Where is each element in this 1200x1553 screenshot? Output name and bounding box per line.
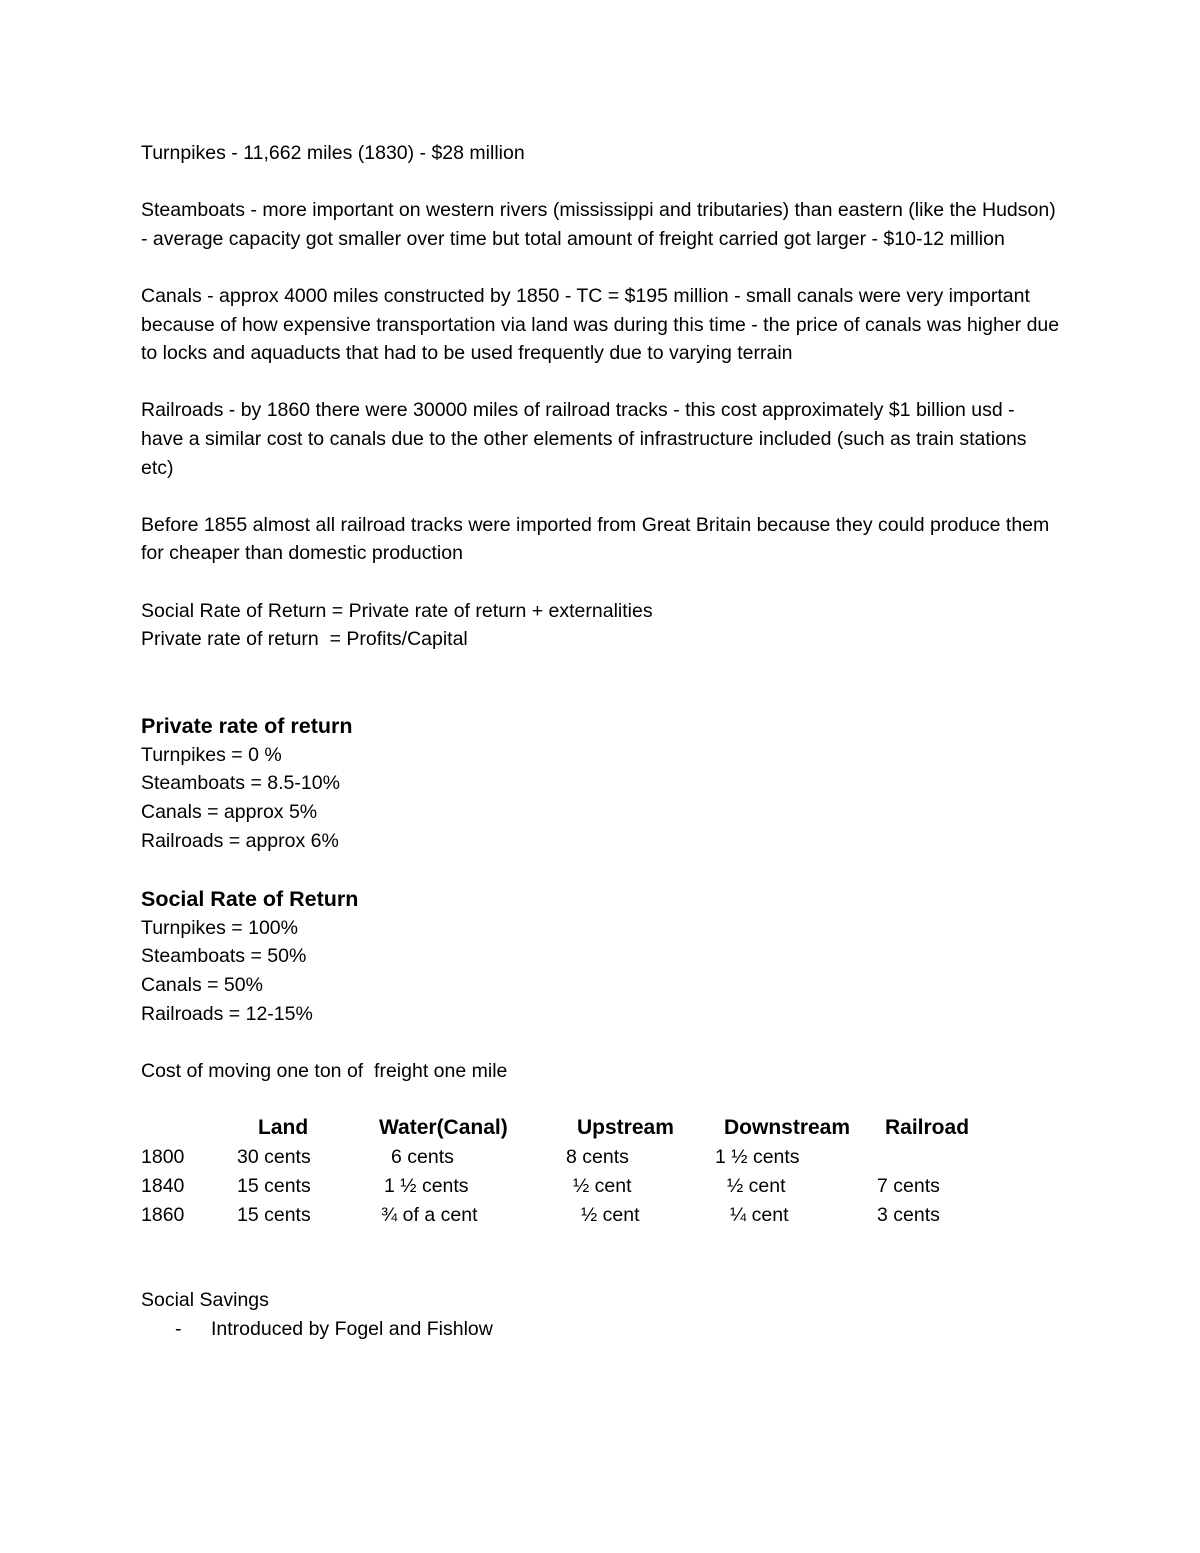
- table-cell: 1 ½ cents: [715, 1146, 800, 1168]
- table-cell: 15 cents: [237, 1175, 311, 1197]
- private-rate-heading: Private rate of return: [141, 713, 353, 738]
- social-rate-item: Railroads = 12-15%: [141, 1002, 313, 1025]
- column-header-upstream: Upstream: [577, 1116, 674, 1139]
- private-rate-definition: Private rate of return = Profits/Capital: [141, 628, 468, 651]
- table-cell: ½ cent: [573, 1175, 632, 1197]
- bullet-dash: -: [175, 1317, 182, 1340]
- table-cell: ½ cent: [581, 1204, 640, 1226]
- row-year: 1860: [141, 1204, 185, 1226]
- private-rate-item: Steamboats = 8.5-10%: [141, 772, 340, 795]
- row-year: 1840: [141, 1175, 185, 1197]
- table-cell: 30 cents: [237, 1146, 311, 1168]
- social-rate-item: Turnpikes = 100%: [141, 916, 298, 939]
- before-1855-paragraph: Before 1855 almost all railroad tracks were imported from Great Britain because they could produce them for cheaper than domestic production: [141, 513, 1050, 565]
- row-year: 1800: [141, 1146, 185, 1168]
- table-cell: 15 cents: [237, 1204, 311, 1226]
- column-header-railroad: Railroad: [885, 1116, 970, 1139]
- document-body: [141, 139, 1061, 1343]
- table-cell: 1 ½ cents: [384, 1175, 469, 1197]
- column-header-downstream: Downstream: [724, 1116, 851, 1139]
- private-rate-item: Railroads = approx 6%: [141, 829, 339, 852]
- list-item-text: Introduced by Fogel and Fishlow: [211, 1317, 493, 1340]
- cost-table: [141, 1114, 1061, 1229]
- table-cell: 7 cents: [877, 1175, 940, 1197]
- cost-table-caption: Cost of moving one ton of freight one mile: [141, 1059, 508, 1082]
- table-cell: ¼ cent: [730, 1204, 789, 1226]
- private-rate-item: Turnpikes = 0 %: [141, 743, 282, 766]
- table-cell: 3 cents: [877, 1204, 940, 1226]
- social-rate-definition: Social Rate of Return = Private rate of return + externalities: [141, 599, 653, 622]
- table-cell: 8 cents: [566, 1146, 629, 1168]
- table-cell: ¾ of a cent: [381, 1204, 478, 1226]
- private-rate-item: Canals = approx 5%: [141, 801, 318, 824]
- social-rate-item: Canals = 50%: [141, 974, 263, 997]
- table-cell: ½ cent: [727, 1175, 786, 1197]
- column-header-land: Land: [258, 1116, 309, 1139]
- social-savings-title: Social Savings: [141, 1289, 269, 1312]
- list-item: [141, 1315, 1061, 1344]
- social-rate-item: Steamboats = 50%: [141, 945, 307, 968]
- canals-paragraph: Canals - approx 4000 miles constructed by 1850 - TC = $195 million - small canals were very important because of how expensive transportation via land was during this time - the price of canals was higher due to locks and aquaducts that had to be used frequently due to varying terrain: [141, 284, 1060, 365]
- turnpikes-paragraph: Turnpikes - 11,662 miles (1830) - $28 million: [141, 142, 525, 164]
- steamboats-paragraph: Steamboats - more important on western rivers (mississippi and tributaries) than eastern (like the Hudson) - average capacity got smaller over time but total amount of freight carried got larger - $10-12 million: [141, 199, 1056, 250]
- railroads-paragraph: Railroads - by 1860 there were 30000 miles of railroad tracks - this cost approximately $1 billion usd - have a similar cost to canals due to the other elements of infrastructure included (such as train stations etc): [141, 399, 1027, 479]
- social-rate-heading: Social Rate of Return: [141, 886, 359, 911]
- column-header-water: Water(Canal): [379, 1116, 508, 1139]
- table-cell: 6 cents: [391, 1146, 454, 1168]
